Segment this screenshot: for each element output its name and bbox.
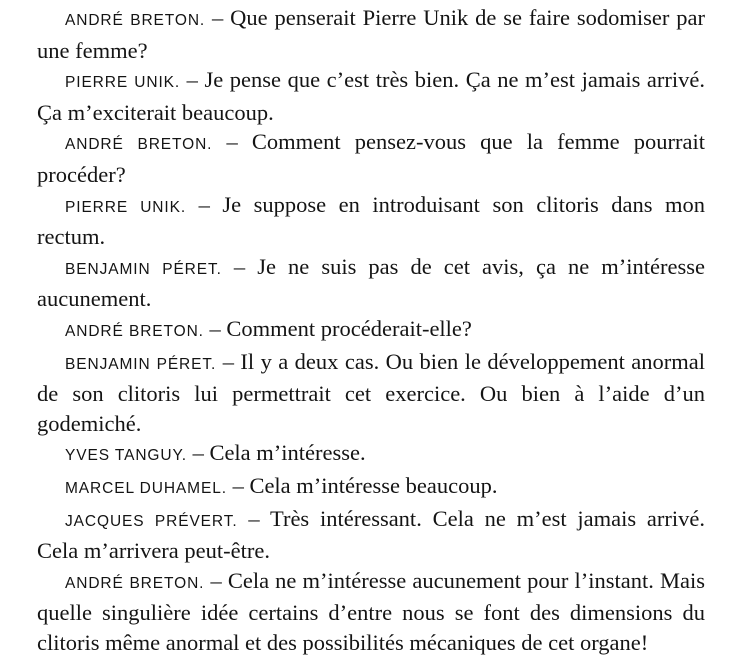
speech-text: Cela ne m’intéresse aucunement pour l’instant. Mais quelle singulière idée certains d’entre nous se font des dimensions du clitoris même anormal et des possibilités mécaniques de cet organe!	[37, 567, 705, 655]
dash-separator: –	[205, 5, 231, 30]
dialogue-entry	[37, 190, 705, 252]
speaker-name: PIERRE UNIK.	[65, 74, 181, 92]
dash-separator: –	[186, 191, 223, 217]
speech-text: Il y a deux cas. Ou bien le développement anormal de son clitoris lui permettrait cet exercice. Ou bien à l’aide d’un godemiché.	[37, 348, 706, 436]
dialogue-entry	[37, 566, 705, 657]
dash-separator: –	[212, 129, 252, 155]
speech-text: Je suppose en introduisant son clitoris dans mon rectum.	[37, 191, 706, 250]
speech-text: Très intéressant. Cela ne m’est jamais arrivé. Cela m’arrivera peut-être.	[37, 505, 705, 564]
dialogue-entry	[37, 504, 705, 566]
speech-text: Comment procéderait-elle?	[226, 315, 472, 341]
dash-separator: –	[203, 315, 227, 341]
speech-text: Cela m’intéresse.	[209, 440, 366, 466]
dash-separator: –	[186, 440, 210, 466]
dash-separator: –	[216, 348, 241, 374]
speaker-name: BENJAMIN PÉRET.	[65, 355, 217, 373]
speaker-name: MARCEL DUHAMEL.	[65, 479, 227, 497]
speaker-name: ANDRÉ BRETON.	[65, 322, 204, 340]
speech-text: Comment pensez-vous que la femme pourrait procéder?	[37, 129, 705, 187]
dialogue-page	[37, 0, 705, 657]
dialogue-entry	[37, 252, 705, 314]
dash-separator: –	[226, 472, 250, 498]
speech-text: Je pense que c’est très bien. Ça ne m’est jamais arrivé. Ça m’exciterait beaucoup.	[37, 67, 706, 125]
speaker-name: YVES TANGUY.	[65, 447, 187, 465]
dialogue-entry	[37, 127, 705, 189]
dialogue-entry	[37, 65, 705, 127]
speaker-name: ANDRÉ BRETON.	[65, 574, 205, 592]
dialogue-entry	[37, 314, 705, 347]
dash-separator: –	[237, 505, 270, 531]
speaker-name: ANDRÉ BRETON.	[65, 12, 206, 29]
dialogue-entry	[37, 438, 705, 471]
speech-text: Cela m’intéresse beaucoup.	[249, 472, 498, 498]
dash-separator: –	[204, 567, 228, 593]
speech-text: Je ne suis pas de cet avis, ça ne m’intéresse aucunement.	[37, 253, 705, 312]
dash-separator: –	[221, 253, 258, 279]
speaker-name: PIERRE UNIK.	[65, 198, 187, 216]
speaker-name: BENJAMIN PÉRET.	[65, 260, 222, 278]
speech-text: Que penserait Pierre Unik de se faire sodomiser par une femme?	[37, 5, 705, 63]
speaker-name: ANDRÉ BRETON.	[65, 136, 213, 154]
speaker-name: JACQUES PRÉVERT.	[65, 512, 238, 530]
dash-separator: –	[180, 67, 205, 93]
dialogue-entry	[37, 3, 705, 65]
dialogue-entry	[37, 471, 705, 504]
dialogue-entry	[37, 347, 705, 439]
